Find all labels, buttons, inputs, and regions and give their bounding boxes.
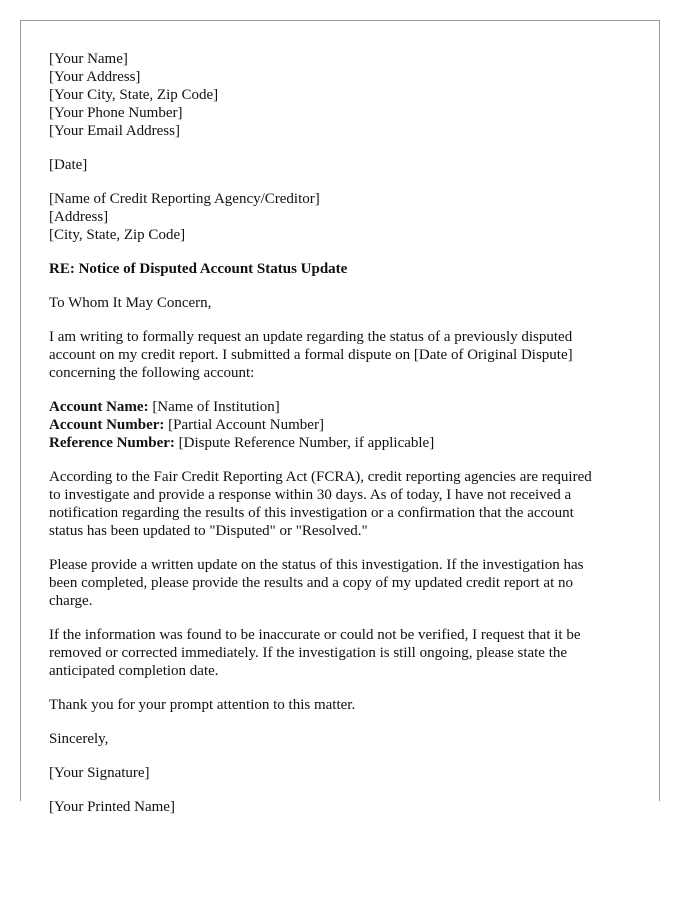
thanks-block <box>49 696 644 714</box>
inaccurate-paragraph <box>49 626 644 680</box>
letter-body <box>49 50 644 832</box>
intro-paragraph <box>49 328 644 382</box>
request-line: Please provide a written update on the status of this investigation. If the investigation has <box>49 557 584 573</box>
request-paragraph <box>49 556 644 610</box>
reference-number-row <box>49 434 644 452</box>
intro-line: I am writing to formally request an update regarding the status of a previously disputed <box>49 329 573 345</box>
recipient-address: [Address] <box>49 209 109 225</box>
printed-name-line: [Your Printed Name] <box>49 799 175 815</box>
sender-phone: [Your Phone Number] <box>49 105 183 121</box>
recipient-block <box>49 190 644 244</box>
signature-line: [Your Signature] <box>49 765 150 781</box>
closing-block <box>49 730 644 748</box>
salutation: To Whom It May Concern, <box>49 295 212 311</box>
sender-city-state-zip: [Your City, State, Zip Code] <box>49 87 219 103</box>
recipient-name: [Name of Credit Reporting Agency/Creditor] <box>49 191 320 207</box>
printed-name-block <box>49 798 644 816</box>
subject-block <box>49 260 644 278</box>
inaccurate-line: If the information was found to be inaccurate or could not be verified, I request that it be <box>49 627 581 643</box>
recipient-city-state-zip: [City, State, Zip Code] <box>49 227 186 243</box>
fcra-paragraph <box>49 468 644 540</box>
intro-line: account on my credit report. I submitted a formal dispute on [Date of Original Dispute] <box>49 347 573 363</box>
signature-block <box>49 764 644 782</box>
sender-email: [Your Email Address] <box>49 123 180 139</box>
letter-page <box>20 20 660 815</box>
sender-name: [Your Name] <box>49 51 128 67</box>
account-number-row <box>49 416 644 434</box>
account-name-label: Account Name: <box>49 399 149 415</box>
account-number-value: [Partial Account Number] <box>164 417 324 433</box>
request-line: charge. <box>49 593 93 609</box>
fcra-line: status has been updated to "Disputed" or "Resolved." <box>49 523 368 539</box>
account-name-value: [Name of Institution] <box>148 399 280 415</box>
fcra-line: According to the Fair Credit Reporting Act (FCRA), credit reporting agencies are required <box>49 469 592 485</box>
date-block <box>49 156 644 174</box>
intro-line: concerning the following account: <box>49 365 255 381</box>
account-number-label: Account Number: <box>49 417 165 433</box>
reference-number-label: Reference Number: <box>49 435 175 451</box>
inaccurate-line: removed or corrected immediately. If the investigation is still ongoing, please state the <box>49 645 568 661</box>
fcra-line: to investigate and provide a response within 30 days. As of today, I have not received a <box>49 487 572 503</box>
thanks-line: Thank you for your prompt attention to this matter. <box>49 697 356 713</box>
account-name-row <box>49 398 644 416</box>
fcra-line: notification regarding the results of this investigation or a confirmation that the account <box>49 505 574 521</box>
salutation-block <box>49 294 644 312</box>
request-line: been completed, please provide the results and a copy of my updated credit report at no <box>49 575 573 591</box>
reference-number-value: [Dispute Reference Number, if applicable] <box>174 435 435 451</box>
sender-address: [Your Address] <box>49 69 141 85</box>
letter-date: [Date] <box>49 157 88 173</box>
closing-line: Sincerely, <box>49 731 109 747</box>
subject-line: RE: Notice of Disputed Account Status Update <box>49 261 348 277</box>
account-details <box>49 398 644 452</box>
sender-block <box>49 50 644 140</box>
inaccurate-line: anticipated completion date. <box>49 663 219 679</box>
